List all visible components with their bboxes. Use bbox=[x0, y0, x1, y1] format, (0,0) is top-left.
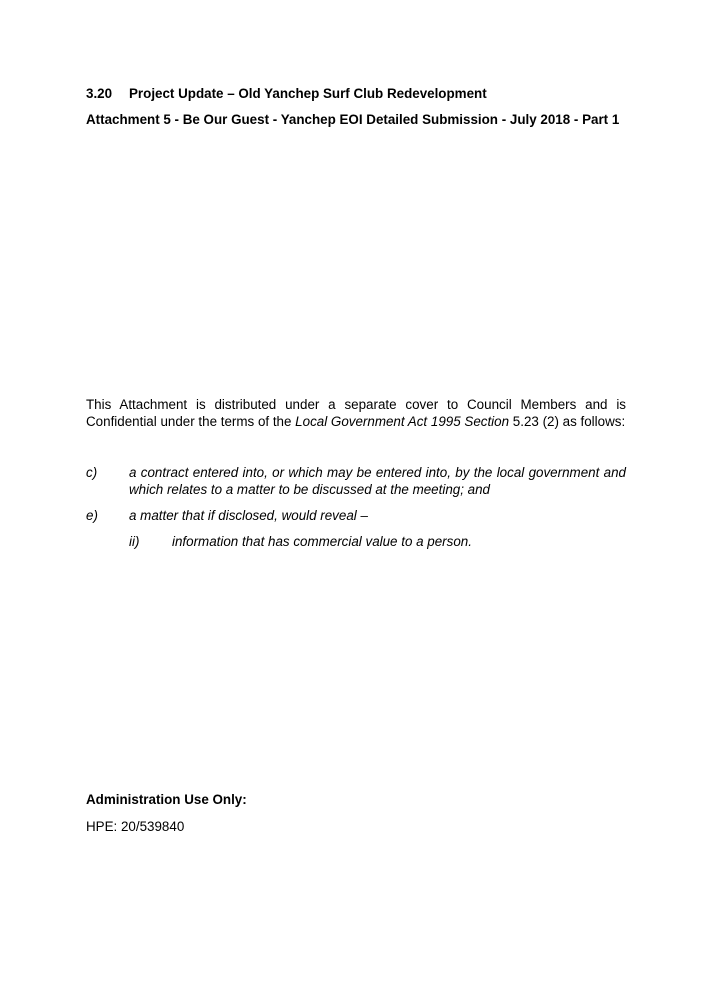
clause-e-marker: e) bbox=[86, 508, 98, 523]
clause-e-text: a matter that if disclosed, would reveal – bbox=[129, 508, 368, 523]
notice-line-2-start: Confidential under the terms of the bbox=[86, 414, 296, 429]
clause-c-text bbox=[129, 464, 626, 498]
subclause-ii-text: information that has commercial value to a person. bbox=[172, 534, 472, 549]
attachment-title: Attachment 5 - Be Our Guest - Yanchep EOI Detailed Submission - July 2018 - Part 1 bbox=[86, 112, 620, 127]
act-name: Local Government Act 1995 Section bbox=[295, 414, 510, 429]
notice-line-1: This Attachment is distributed under a separate cover to Council Members and is bbox=[86, 397, 626, 412]
clause-c-line-2: which relates to a matter to be discussed at the meeting; and bbox=[129, 482, 491, 497]
subclause-ii-marker: ii) bbox=[129, 534, 140, 549]
hpe-reference: HPE: 20/539840 bbox=[86, 819, 185, 834]
clause-c-line-1: a contract entered into, or which may be entered into, by the local government and bbox=[129, 465, 626, 480]
clause-c-marker: c) bbox=[86, 465, 98, 480]
item-title: Project Update – Old Yanchep Surf Club Redevelopment bbox=[129, 86, 487, 101]
confidentiality-notice bbox=[86, 396, 626, 430]
admin-use-label: Administration Use Only: bbox=[86, 792, 247, 807]
item-number: 3.20 bbox=[86, 86, 113, 101]
notice-line-2-end: 5.23 (2) as follows: bbox=[509, 414, 626, 429]
